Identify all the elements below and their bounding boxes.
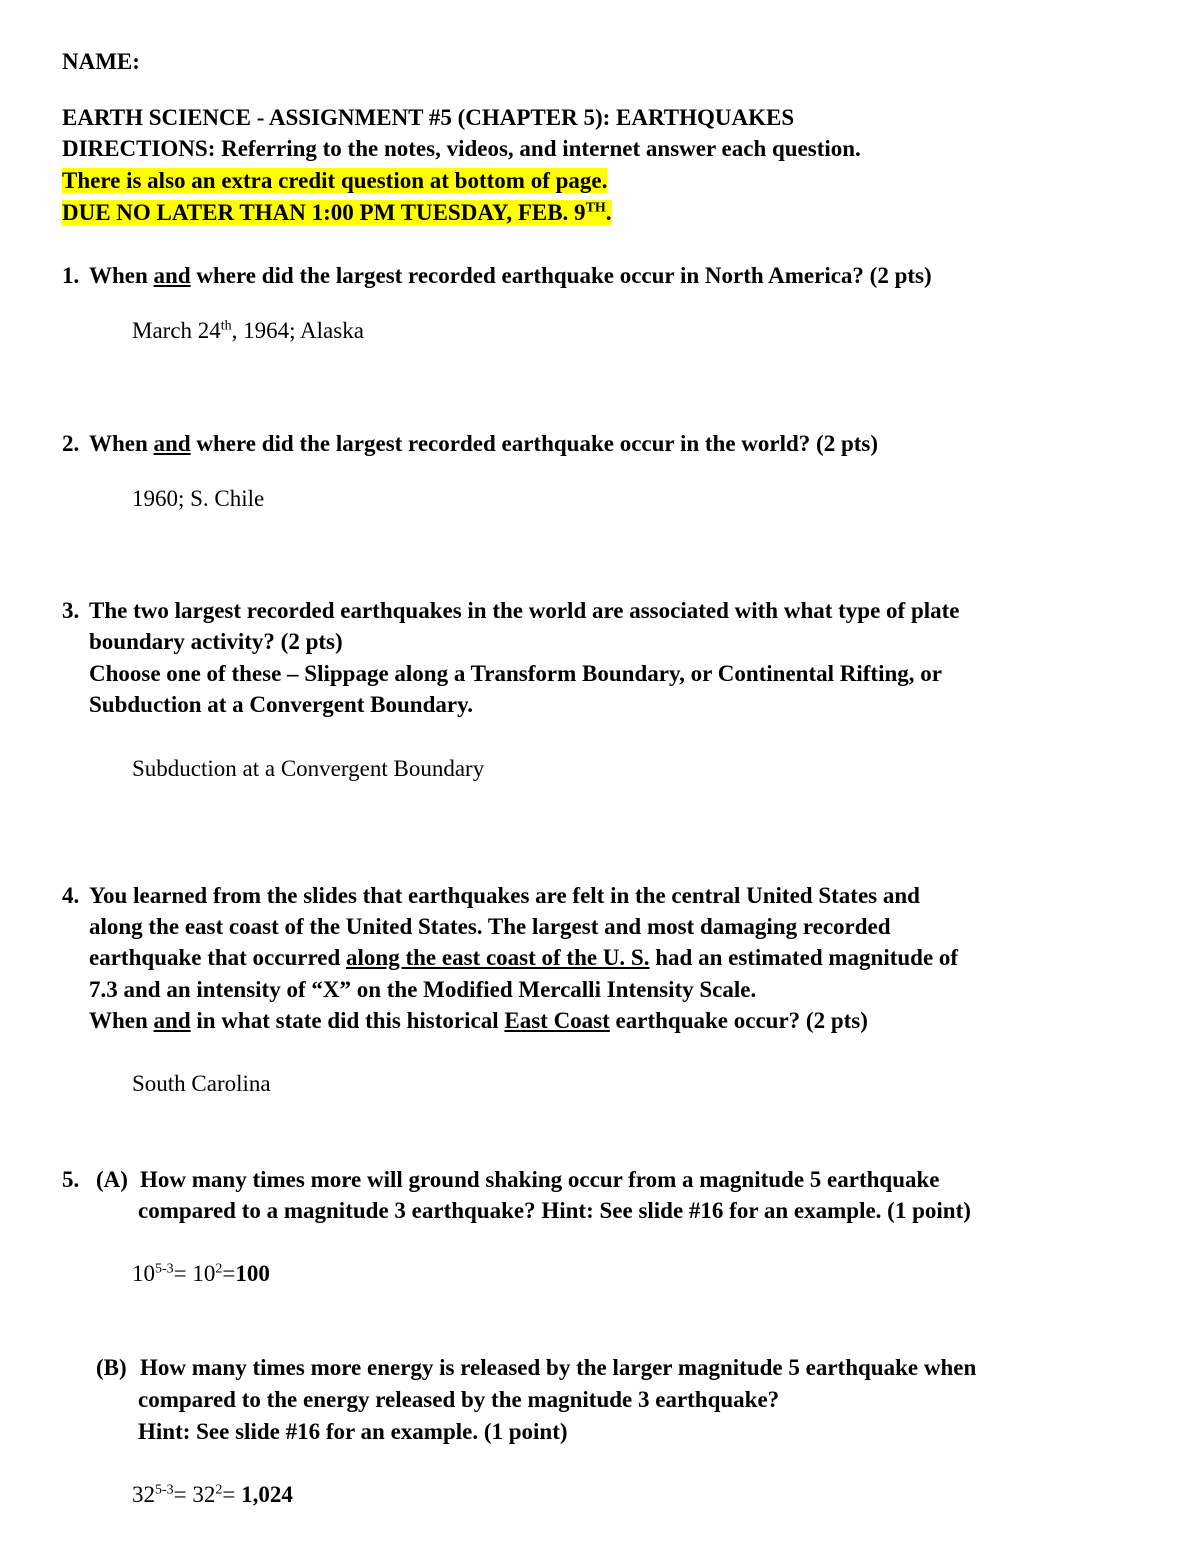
q5-number: 5.	[62, 1167, 80, 1192]
q5b-answer	[132, 1480, 293, 1510]
q1-answer-a: March 24	[132, 318, 221, 343]
q3-number: 3.	[62, 598, 80, 623]
q2-post: where did the largest recorded earthquake occur in the world? (2 pts)	[190, 431, 879, 456]
q1-answer	[132, 316, 364, 346]
q5b-ans-base1: 32	[132, 1482, 155, 1507]
q3-line4: Subduction at a Convergent Boundary.	[89, 692, 474, 717]
q2-underline-and: and	[153, 431, 191, 456]
extra-credit-highlight: There is also an extra credit question at bottom of page.	[62, 168, 608, 193]
q1-number: 1.	[62, 263, 80, 288]
q1-post: where did the largest recorded earthquake occur in North America? (2 pts)	[190, 263, 932, 288]
due-date-line	[62, 198, 612, 228]
q4-underline-east-coast: East Coast	[504, 1008, 610, 1033]
directions-text: DIRECTIONS: Referring to the notes, videos, and internet answer each question.	[62, 136, 861, 161]
q5a-ans-exp1: 5-3	[155, 1261, 174, 1277]
q3-line3: Choose one of these – Slippage along a Transform Boundary, or Continental Rifting, or	[89, 661, 942, 686]
q1-answer-sup: th	[220, 318, 232, 334]
q5a-answer	[132, 1259, 270, 1289]
q4-line5	[89, 1006, 868, 1036]
q3-line1: The two largest recorded earthquakes in the world are associated with what type of plate	[89, 598, 960, 623]
q5a-ans-eq: =	[222, 1261, 236, 1286]
q5b-line3: Hint: See slide #16 for an example. (1 point)	[138, 1419, 568, 1444]
q4-number: 4.	[62, 883, 80, 908]
q5b-label: (B)	[96, 1355, 127, 1380]
q4-answer: South Carolina	[132, 1071, 271, 1096]
q4-line4: 7.3 and an intensity of “X” on the Modified Mercalli Intensity Scale.	[89, 977, 757, 1002]
q4-line3	[89, 943, 958, 973]
q5b-ans-exp1: 5-3	[155, 1482, 174, 1498]
q4-line5-mid: in what state did this historical	[190, 1008, 505, 1033]
q1-question	[89, 261, 932, 291]
q5a-label: (A)	[96, 1167, 128, 1192]
q1-answer-b: , 1964; Alaska	[231, 318, 364, 343]
name-label: NAME:	[62, 49, 140, 74]
q5b-line2: compared to the energy released by the magnitude 3 earthquake?	[138, 1387, 780, 1412]
q5b-ans-exp2: 2	[215, 1482, 223, 1498]
q2-pre: When	[89, 431, 154, 456]
q3-answer: Subduction at a Convergent Boundary	[132, 756, 485, 781]
q4-line2: along the east coast of the United States. The largest and most damaging recorded	[89, 914, 891, 939]
q5b-ans-eq: =	[222, 1482, 242, 1507]
q2-answer: 1960; S. Chile	[132, 486, 265, 511]
assignment-title: EARTH SCIENCE - ASSIGNMENT #5 (CHAPTER 5): EARTHQUAKES	[62, 105, 795, 130]
q4-line1: You learned from the slides that earthquakes are felt in the central United States and	[89, 883, 920, 908]
q4-underline-east-coast-us: along the east coast of the U. S.	[346, 945, 650, 970]
q5a-ans-base1: 10	[132, 1261, 155, 1286]
q5b-ans-result: 1,024	[241, 1482, 293, 1507]
q1-underline-and: and	[153, 263, 191, 288]
q5a-line1: How many times more will ground shaking occur from a magnitude 5 earthquake	[140, 1167, 940, 1192]
q4-underline-and: and	[153, 1008, 191, 1033]
q5a-ans-exp2: 2	[215, 1261, 223, 1277]
due-date-text: DUE NO LATER THAN 1:00 PM TUESDAY, FEB. 9	[62, 200, 586, 225]
q5a-ans-mid: = 10	[173, 1261, 216, 1286]
q4-line3-pre: earthquake that occurred	[89, 945, 347, 970]
q4-line5-post: earthquake occur? (2 pts)	[609, 1008, 868, 1033]
due-date-highlight	[62, 200, 612, 225]
q2-question	[89, 429, 878, 459]
q3-line2: boundary activity? (2 pts)	[89, 629, 343, 654]
q4-line3-post: had an estimated magnitude of	[649, 945, 959, 970]
q5b-line1: How many times more energy is released by the larger magnitude 5 earthquake when	[140, 1355, 977, 1380]
q4-line5-pre: When	[89, 1008, 154, 1033]
q5a-ans-result: 100	[235, 1261, 270, 1286]
q1-pre: When	[89, 263, 154, 288]
extra-credit-note	[62, 166, 607, 196]
q5b-ans-mid: = 32	[173, 1482, 216, 1507]
q5a-line2: compared to a magnitude 3 earthquake? Hint: See slide #16 for an example. (1 point)	[138, 1198, 971, 1223]
q2-number: 2.	[62, 431, 80, 456]
due-date-sup: TH	[585, 200, 606, 216]
due-date-end: .	[605, 200, 612, 225]
